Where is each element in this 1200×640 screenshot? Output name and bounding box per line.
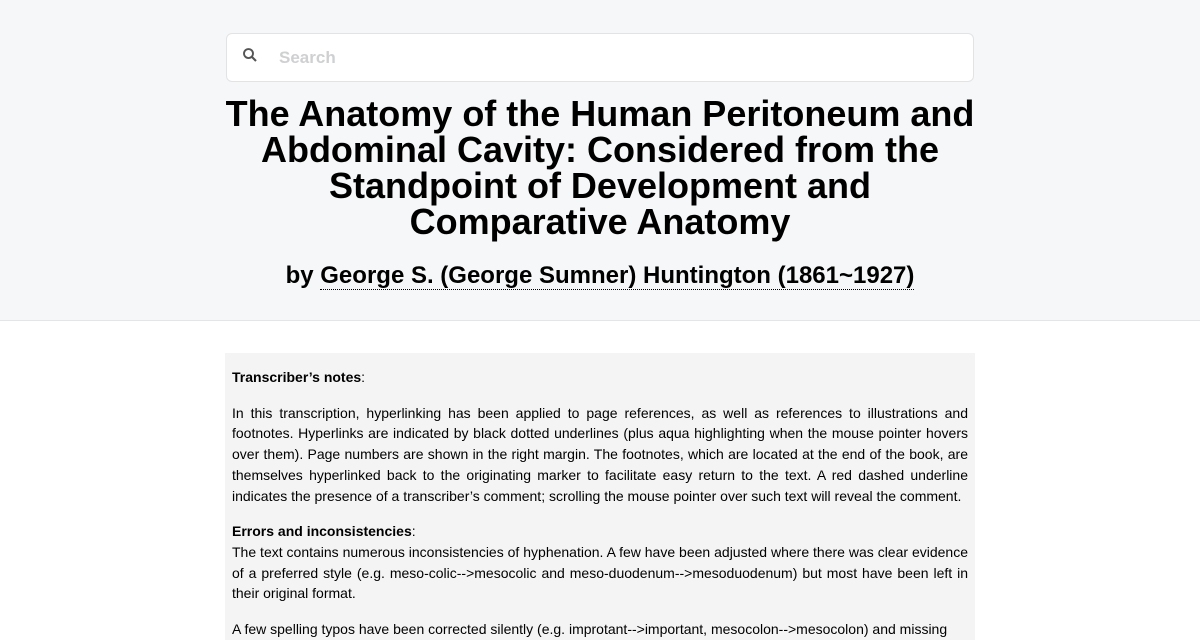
search-input[interactable] bbox=[279, 48, 929, 68]
notes-heading bbox=[232, 367, 968, 388]
search-icon bbox=[241, 46, 259, 69]
by-label: by bbox=[285, 262, 314, 289]
notes-heading-text: Transcriber’s notes bbox=[232, 369, 362, 385]
colon: : bbox=[411, 523, 416, 540]
search-box[interactable] bbox=[226, 33, 974, 82]
notes-paragraph: In this transcription, hyperlinking has been applied to page references, as well as references to illustrations and footnotes. Hyperlinks are indicated by black dotted underlines (plus aqua highlighting when the mouse pointer hovers over them). Page numbers are shown in the right margin. The footnotes, which are located at the end of the book, are themselves hyperlinked back to the originating marker to facilitate easy return to the text. A red dashed underline indicates the presence of a transcriber’s comment; scrolling the mouse pointer over such text will reveal the comment. bbox=[232, 404, 968, 504]
errors-heading: Errors and inconsistencies bbox=[232, 523, 412, 540]
transcriber-notes bbox=[225, 353, 975, 640]
errors-section bbox=[232, 521, 968, 604]
book-title: The Anatomy of the Human Peritoneum and Abdominal Cavity: Considered from the Standpoint of Development and Comparative Anatomy bbox=[225, 93, 975, 242]
errors-paragraph: The text contains numerous inconsistencies of hyphenation. A few have been adjusted where there was clear evidence of a preferred style (e.g. meso-colic-->mesocolic and meso-duodenum-->mesoduodenum) but most have been left in their original format. bbox=[232, 543, 968, 602]
byline bbox=[0, 262, 1200, 290]
author-link[interactable]: George S. (George Sumner) Huntington (1861~1927) bbox=[320, 262, 915, 289]
colon: : bbox=[361, 369, 366, 385]
typos-paragraph: A few spelling typos have been corrected silently (e.g. improtant-->important, mesocolon-->mesocolon) and missing bbox=[232, 621, 948, 638]
